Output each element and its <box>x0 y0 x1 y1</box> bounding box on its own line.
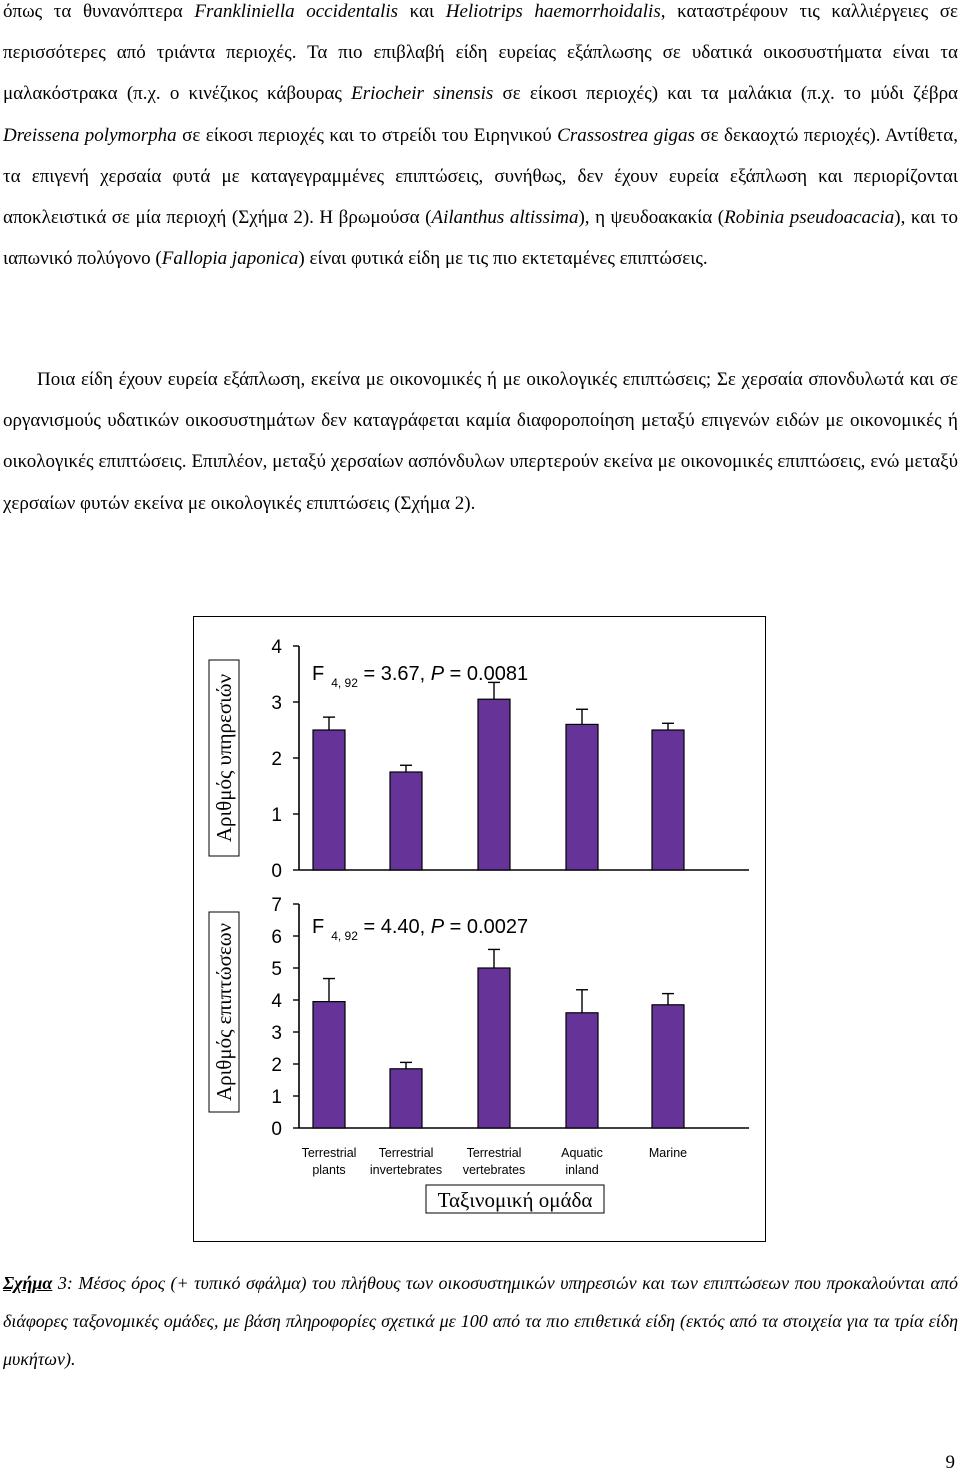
y-axis-label: Αριθμός υπηρεσιών <box>212 673 236 843</box>
figure-caption <box>3 1264 958 1378</box>
bar <box>390 772 422 870</box>
figure-bar-charts <box>193 616 766 1242</box>
caption-text: 3: Μέσος όρος (+ τυπικό σφάλμα) του πλήθους των οικοσυστημικών υπηρεσιών και των επιπτώσεων που προκαλούνται από διάφορες ταξονομικές ομάδες, με βάση πληροφορίες σχετικά με 100 από τα πιο επιθετικά είδη (εκτός από τα στοιχεία για τα τρία είδη μυκήτων). <box>3 1273 958 1369</box>
y-tick-label: 3 <box>271 693 282 714</box>
bar <box>566 724 598 870</box>
bar <box>652 730 684 870</box>
x-axis-label: Ταξινομική ομάδα <box>437 1188 593 1212</box>
stat-annotation: F $_{4, 92}$ = 4.40, P = 0.0027 <box>312 916 529 943</box>
chart-panel-2 <box>209 895 749 1140</box>
caption-label: Σχήμα <box>3 1273 53 1293</box>
bar <box>566 1013 598 1128</box>
y-tick-label: 1 <box>271 805 282 826</box>
y-tick-label: 3 <box>271 1023 282 1044</box>
body-paragraph-1: όπως τα θυνανόπτερα Frankliniella occidentalis και Heliotrips haemorrhoidalis, καταστρέφουν τις καλλιέργειες σε περισσότερες από τριάντα περιοχές. Τα πιο επιβλαβή είδη ευρείας εξάπλωσης σε υδατικά οικοσυστήματα είναι τα μαλακόστρακα (π.χ. ο κινέζικος κάβουρας Eriocheir sinensis σε είκοσι περιοχές) και τα μαλάκια (π.χ. το μύδι ζέβρα Dreissena polymorpha σε είκοσι περιοχές και το στρείδι του Ειρηνικού Crassostrea gigas σε δεκαοχτώ περιοχές). Αντίθετα, τα επιγενή χερσαία φυτά με καταγεγραμμένες επιπτώσεις, συνήθως, δεν έχουν ευρεία εξάπλωση και περιορίζονται αποκλειστικά σε μία περιοχή (Σχήμα 2). Η βρωμούσα (Ailanthus altissima), η ψευδοακακία (Robinia pseudoacacia), και το ιαπωνικό πολύγονο (Fallopia japonica) είναι φυτικά είδη με τις πιο εκτεταμένες επιπτώσεις. <box>3 1 959 270</box>
body-paragraph-2: Ποια είδη έχουν ευρεία εξάπλωση, εκείνα με οικονομικές ή με οικολογικές επιπτώσεις; Σε χερσαία σπονδυλωτά και σε οργανισμούς υδατικών οικοσυστημάτων δεν καταγράφεται καμία διαφοροποίηση μεταξύ επιγενών ειδών με οικονομικές ή οικολογικές επιπτώσεις. Επιπλέον, μεταξύ χερσαίων ασπόνδυλων υπερτερούν εκείνα με οικονομικές επιπτώσεις, ενώ μεταξύ χερσαίων φυτών εκείνα με οικολογικές επιπτώσεις (Σχήμα 2). <box>3 369 958 514</box>
bar <box>652 1005 684 1128</box>
y-tick-label: 7 <box>271 895 282 916</box>
bar <box>478 968 510 1128</box>
x-category-label: Terrestrial plants <box>301 1146 357 1177</box>
chart-panel-1 <box>209 637 749 882</box>
page-number: 9 <box>945 1452 955 1473</box>
y-tick-label: 4 <box>271 637 282 658</box>
y-axis-label: Αριθμός επιπτώσεων <box>212 922 236 1102</box>
y-tick-label: 1 <box>271 1087 282 1108</box>
bar <box>390 1069 422 1128</box>
x-category-label: Terrestrial invertebrates <box>369 1146 443 1177</box>
x-category-label: Aquatic inland <box>561 1146 603 1177</box>
bar-chart-svg <box>194 617 767 1243</box>
y-tick-label: 5 <box>271 959 282 980</box>
y-tick-label: 6 <box>271 927 282 948</box>
x-category-label: Terrestrial vertebrates <box>462 1146 526 1177</box>
bar <box>313 1002 345 1128</box>
y-tick-label: 0 <box>271 861 282 882</box>
x-category-label: Marine <box>648 1146 688 1160</box>
bar <box>478 699 510 870</box>
y-tick-label: 2 <box>271 749 282 770</box>
bar <box>313 730 345 870</box>
y-tick-label: 0 <box>271 1119 282 1140</box>
y-tick-label: 2 <box>271 1055 282 1076</box>
y-tick-label: 4 <box>271 991 282 1012</box>
stat-annotation: F $_{4, 92}$ = 3.67, P = 0.0081 <box>312 663 529 690</box>
